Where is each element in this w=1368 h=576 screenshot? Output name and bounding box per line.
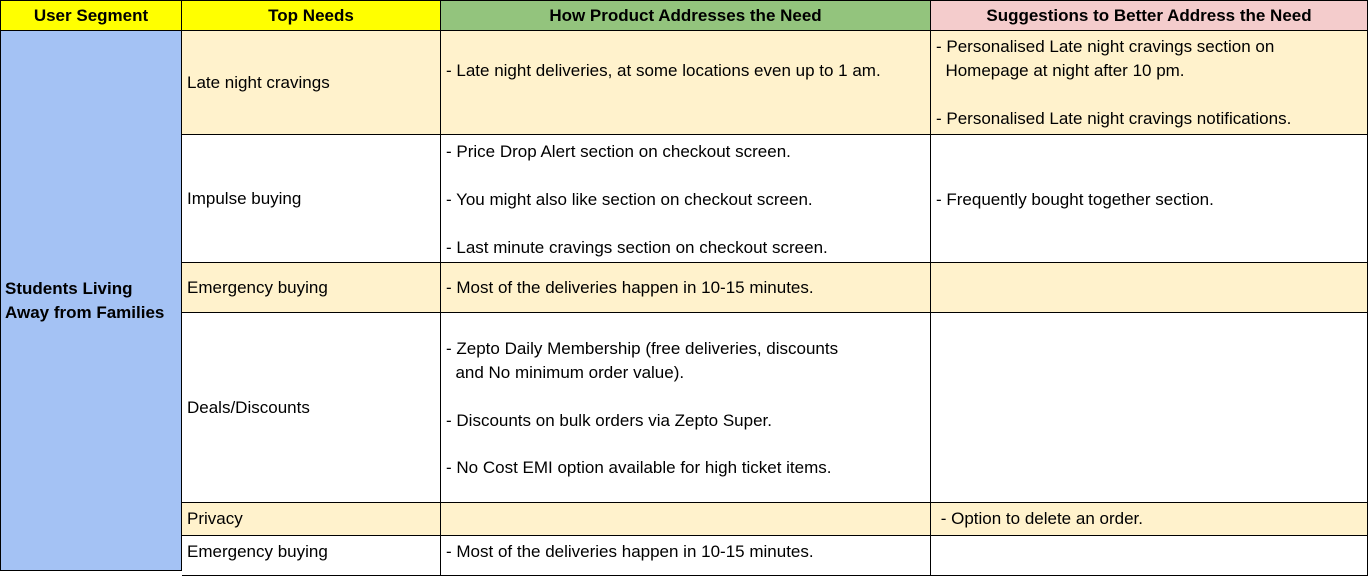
suggestions-cell[interactable]: [931, 313, 1368, 503]
suggestions-cell[interactable]: [931, 135, 1368, 263]
addresses-line: and No minimum order value).: [446, 363, 685, 382]
header-top-needs-label: Top Needs: [268, 5, 354, 25]
suggestions-cell[interactable]: [931, 503, 1368, 536]
need-label: Emergency buying: [187, 542, 328, 561]
header-user-segment-label: User Segment: [33, 5, 149, 25]
need-cell[interactable]: [182, 31, 441, 135]
suggestions-line: - Option to delete an order.: [936, 509, 1143, 528]
segment-label-line: Students Living: [5, 278, 133, 298]
addresses-line: - Discounts on bulk orders via Zepto Super.: [446, 411, 772, 430]
addresses-line: - Most of the deliveries happen in 10-15 minutes.: [446, 277, 814, 297]
need-label: Deals/Discounts: [187, 397, 310, 417]
need-label: Late night cravings: [187, 72, 330, 92]
addresses-cell[interactable]: [441, 31, 931, 135]
need-label: Privacy: [187, 509, 243, 528]
header-user-segment[interactable]: [0, 0, 182, 31]
suggestions-cell[interactable]: [931, 31, 1368, 135]
suggestions-cell[interactable]: [931, 536, 1368, 576]
need-label: Emergency buying: [187, 277, 328, 297]
suggestions-line: - Personalised Late night cravings notifications.: [936, 109, 1292, 128]
header-suggestions[interactable]: [931, 0, 1368, 31]
addresses-line: - Zepto Daily Membership (free deliveries, discounts: [446, 339, 839, 358]
addresses-cell[interactable]: [441, 135, 931, 263]
need-cell[interactable]: [182, 536, 441, 576]
addresses-cell[interactable]: [441, 503, 931, 536]
addresses-line: - Late night deliveries, at some locations even up to 1 am.: [446, 61, 881, 80]
addresses-line: - Most of the deliveries happen in 10-15 minutes.: [446, 542, 814, 561]
addresses-line: - No Cost EMI option available for high ticket items.: [446, 458, 832, 477]
suggestions-line: - Frequently bought together section.: [936, 190, 1214, 209]
header-how-product-addresses[interactable]: [441, 0, 931, 31]
addresses-line: - Price Drop Alert section on checkout screen.: [446, 142, 791, 161]
addresses-line: - Last minute cravings section on checkout screen.: [446, 238, 828, 257]
need-cell[interactable]: [182, 503, 441, 536]
need-cell[interactable]: [182, 313, 441, 503]
segment-cell[interactable]: [0, 31, 182, 571]
suggestions-cell[interactable]: [931, 263, 1368, 313]
header-how-product-addresses-label: How Product Addresses the Need: [549, 5, 822, 25]
segment-label-line: Away from Families: [5, 302, 165, 322]
segment-label: [5, 277, 164, 325]
addresses-cell[interactable]: [441, 313, 931, 503]
addresses-line: - You might also like section on checkout screen.: [446, 190, 813, 209]
addresses-cell[interactable]: [441, 263, 931, 313]
need-label: Impulse buying: [187, 188, 302, 208]
need-cell[interactable]: [182, 263, 441, 313]
addresses-cell[interactable]: [441, 536, 931, 576]
need-cell[interactable]: [182, 135, 441, 263]
header-top-needs[interactable]: [182, 0, 441, 31]
suggestions-line: - Personalised Late night cravings section on: [936, 37, 1275, 56]
suggestions-line: Homepage at night after 10 pm.: [936, 61, 1185, 80]
header-suggestions-label: Suggestions to Better Address the Need: [986, 5, 1312, 25]
